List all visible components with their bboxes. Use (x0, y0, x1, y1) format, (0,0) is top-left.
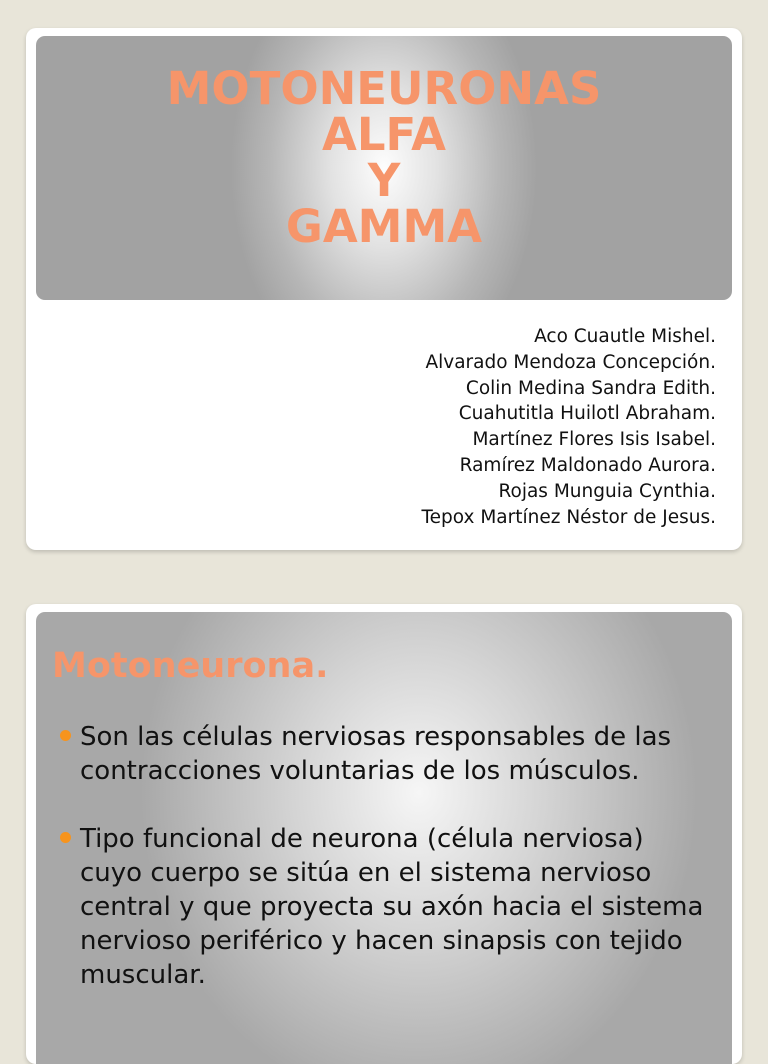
title-line: MOTONEURONAS (166, 62, 602, 115)
slide-title (36, 62, 732, 253)
author-name: Rojas Munguia Cynthia. (498, 480, 716, 502)
bullet-text: Son las células nerviosas responsables de las contracciones voluntarias de los músculos. (80, 722, 672, 786)
content-slide (26, 604, 742, 1064)
author-name: Aco Cuautle Mishel. (534, 326, 716, 347)
title-slide (26, 28, 742, 550)
bullet-list (56, 720, 706, 1026)
bullet-text: Tipo funcional de neurona (célula nerviosa) cuyo cuerpo se sitúa en el sistema nervioso central y que proyecta su axón hacia el sistema nervioso periférico y hacen sinapsis con tejido muscular. (80, 824, 704, 990)
title-line: GAMMA (285, 200, 483, 253)
author-name: Cuahutitla Huilotl Abraham. (458, 403, 716, 425)
slide-heading: Motoneurona. (52, 646, 329, 686)
content-background (36, 612, 732, 1064)
author-name: Tepox Martínez Néstor de Jesus. (421, 506, 716, 528)
bullet-icon (60, 832, 71, 843)
author-list (421, 324, 716, 530)
bullet-icon (60, 730, 71, 741)
bullet-item (56, 720, 706, 788)
title-banner (36, 36, 732, 300)
author-name: Ramírez Maldonado Aurora. (459, 454, 716, 476)
title-line: ALFA (322, 108, 446, 161)
bullet-item (56, 822, 706, 992)
author-name: Alvarado Mendoza Concepción. (425, 351, 716, 373)
author-name: Colin Medina Sandra Edith. (465, 377, 716, 399)
title-line: Y (367, 154, 401, 207)
author-name: Martínez Flores Isis Isabel. (472, 429, 716, 451)
